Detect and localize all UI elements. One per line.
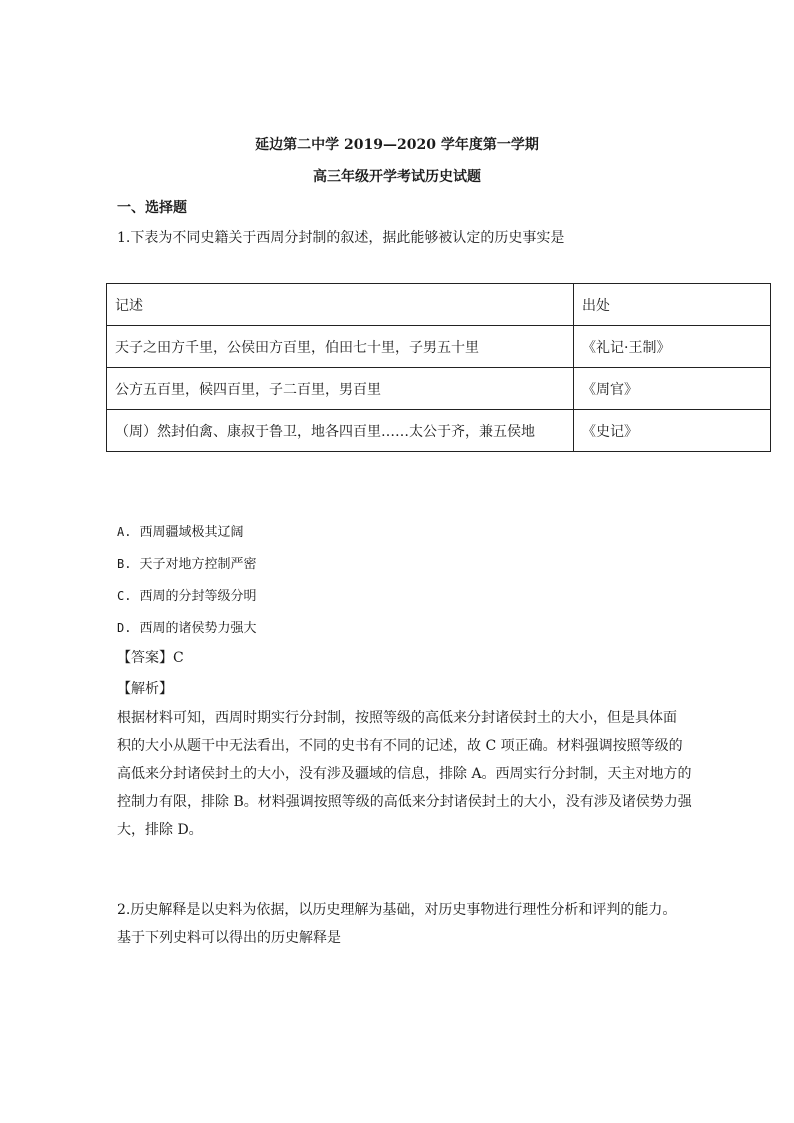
table-row bbox=[107, 368, 771, 410]
option-text: 西周的诸侯势力强大 bbox=[139, 621, 257, 636]
source-table bbox=[106, 283, 771, 452]
table-cell-source: 《礼记·王制》 bbox=[574, 326, 771, 368]
analysis-line: 大，排除 D。 bbox=[117, 822, 203, 838]
table-cell-source: 《史记》 bbox=[574, 410, 771, 452]
option-key: A. bbox=[117, 525, 132, 539]
exam-title-subject: 高三年级开学考试历史试题 bbox=[313, 169, 481, 185]
analysis-line: 控制力有限，排除 B。材料强调按照等级的高低来分封诸侯封土的大小，没有涉及诸侯势力强 bbox=[117, 794, 692, 810]
option-text: 西周的分封等级分明 bbox=[139, 589, 257, 604]
analysis-label: 【解析】 bbox=[117, 681, 173, 697]
option-text: 天子对地方控制严密 bbox=[139, 557, 257, 572]
option-c bbox=[117, 585, 256, 604]
analysis-line: 积的大小从题干中无法看出，不同的史书有不同的记述，故 C 项正确。材料强调按照等级的 bbox=[117, 738, 683, 754]
option-key: D. bbox=[117, 621, 132, 635]
section-heading: 一、选择题 bbox=[117, 200, 187, 216]
table-cell-record: （周）然封伯禽、康叔于鲁卫，地各四百里……太公于齐，兼五侯地 bbox=[107, 410, 574, 452]
option-text: 西周疆域极其辽阔 bbox=[139, 525, 244, 540]
question-1-stem: 1.下表为不同史籍关于西周分封制的叙述，据此能够被认定的历史事实是 bbox=[117, 230, 565, 246]
answer-line: 【答案】C bbox=[117, 650, 184, 666]
table-header-cell: 出处 bbox=[574, 284, 771, 326]
question-2-line: 基于下列史料可以得出的历史解释是 bbox=[117, 930, 341, 946]
option-d bbox=[117, 617, 256, 636]
analysis-line: 高低来分封诸侯封土的大小，没有涉及疆域的信息，排除 A。西周实行分封制，天主对地方的 bbox=[117, 766, 692, 782]
option-key: C. bbox=[117, 589, 132, 603]
analysis-line: 根据材料可知，西周时期实行分封制，按照等级的高低来分封诸侯封土的大小，但是具体面 bbox=[117, 710, 677, 726]
table-cell-record: 天子之田方千里，公侯田方百里，伯田七十里，子男五十里 bbox=[107, 326, 574, 368]
table-cell-record: 公方五百里，候四百里，子二百里，男百里 bbox=[107, 368, 574, 410]
option-key: B. bbox=[117, 557, 132, 571]
question-2-line: 2.历史解释是以史料为依据，以历史理解为基础，对历史事物进行理性分析和评判的能力。 bbox=[117, 902, 677, 918]
analysis-paragraph bbox=[117, 704, 697, 844]
table-header-cell: 记述 bbox=[107, 284, 574, 326]
table-cell-source: 《周官》 bbox=[574, 368, 771, 410]
exam-title-school: 延边第二中学 2019—2020 学年度第一学期 bbox=[255, 137, 539, 153]
table-header-row bbox=[107, 284, 771, 326]
table-row bbox=[107, 410, 771, 452]
question-2-stem bbox=[117, 896, 676, 952]
option-a bbox=[117, 521, 243, 540]
table-row bbox=[107, 326, 771, 368]
option-b bbox=[117, 553, 256, 572]
